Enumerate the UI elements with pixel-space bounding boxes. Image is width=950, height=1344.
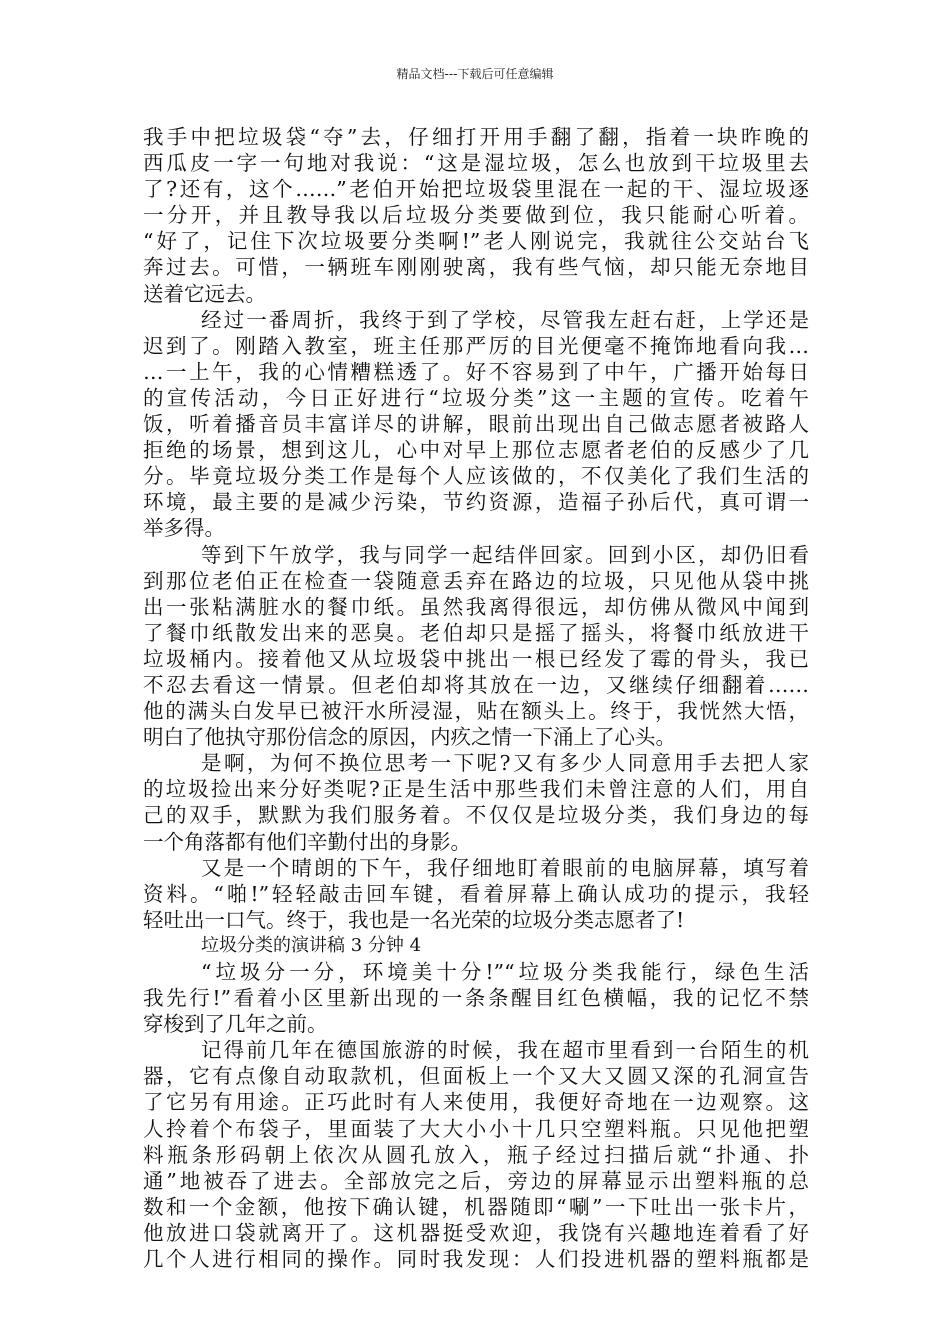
text-line: 了它另有用途。正巧此时有人来使用，我便好奇地在一边观察。这 bbox=[143, 1090, 809, 1115]
text-line: 轻吐出一口气。终于，我也是一名光荣的垃圾分类志愿者了! bbox=[143, 907, 685, 932]
text-line: 资料。“啪!”轻轻敲击回车键，看着屏幕上确认成功的提示，我轻 bbox=[143, 881, 809, 906]
text-line: 记得前几年在德国旅游的时候，我在超市里看到一台陌生的机 bbox=[201, 1038, 809, 1063]
text-line: 迟到了。刚踏入教室，班主任那严厉的目光便毫不掩饰地看向我… bbox=[143, 333, 809, 358]
text-line: 一分开，并且教导我以后垃圾分类要做到位，我只能耐心听着。 bbox=[143, 203, 809, 228]
text-line: 不忍去看这一情景。但老伯却将其放在一边，又继续仔细翻着…… bbox=[143, 672, 809, 697]
text-line: 器，它有点像自动取款机，但面板上一个又大又圆又深的孔洞宣告 bbox=[143, 1064, 809, 1089]
text-line: 送着它远去。 bbox=[143, 281, 266, 306]
text-line: “垃圾分一分，环境美十分!”“垃圾分类我能行，绿色生活 bbox=[201, 960, 809, 984]
text-line: 人拎着个布袋子，里面装了大大小小十几只空塑料瓶。只见他把塑 bbox=[143, 1116, 809, 1141]
text-line: 的垃圾捡出来分好类呢?正是生活中那些我们未曾注意的人们，用自 bbox=[143, 777, 809, 802]
text-line: 几个人进行相同的操作。同时我发现：人们投进机器的塑料瓶都是 bbox=[143, 1247, 809, 1272]
text-line: 是啊，为何不换位思考一下呢?又有多少人同意用手去把人家 bbox=[201, 751, 809, 776]
text-line: 西瓜皮一字一句地对我说：“这是湿垃圾，怎么也放到干垃圾里去 bbox=[143, 151, 809, 176]
text-line: 通”地被吞了进去。全部放完之后，旁边的屏幕显示出塑料瓶的总 bbox=[143, 1168, 809, 1193]
text-line: 一个角落都有他们辛勤付出的身影。 bbox=[143, 829, 471, 854]
text-line: 己的双手，默默为我们服务着。不仅仅是垃圾分类，我们身边的每 bbox=[143, 803, 809, 828]
document-body bbox=[143, 124, 809, 1272]
text-line: 又是一个晴朗的下午，我仔细地盯着眼前的电脑屏幕，填写着 bbox=[201, 855, 809, 880]
text-line: 的宣传活动，今日正好进行“垃圾分类”这一主题的宣传。吃着午 bbox=[143, 385, 809, 410]
text-line: 经过一番周折，我终于到了学校，尽管我左赶右赶，上学还是 bbox=[201, 307, 809, 332]
page-header: 精品文档---下载后可任意编辑 bbox=[396, 67, 554, 81]
text-line: 数和一个金额，他按下确认键，机器随即“唰”一下吐出一张卡片， bbox=[143, 1194, 809, 1219]
text-line: 穿梭到了几年之前。 bbox=[143, 1012, 328, 1037]
text-line: 料瓶条形码朝上依次从圆孔放入，瓶子经过扫描后就“扑通、扑 bbox=[143, 1142, 809, 1167]
text-line: 拒绝的场景，想到这儿，心中对早上那位志愿者老伯的反感少了几 bbox=[143, 438, 809, 463]
text-line: 他的满头白发早已被汗水所浸湿，贴在额头上。终于，我恍然大悟， bbox=[143, 699, 809, 724]
text-line: 了餐巾纸散发出来的恶臭。老伯却只是摇了摇头，将餐巾纸放进干 bbox=[143, 620, 809, 645]
text-line: 我先行!”看着小区里新出现的一条条醒目红色横幅，我的记忆不禁 bbox=[143, 986, 809, 1011]
section-heading: 垃圾分类的演讲稿 3 分钟 4 bbox=[201, 934, 422, 956]
text-line: 饭，听着播音员丰富详尽的讲解，眼前出现出自己做志愿者被路人 bbox=[143, 412, 809, 437]
text-line: “好了，记住下次垃圾要分类啊!”老人刚说完，我就往公交站台飞 bbox=[143, 229, 809, 254]
text-line: 等到下午放学，我与同学一起结伴回家。回到小区，却仍旧看 bbox=[201, 542, 809, 567]
text-line: 奔过去。可惜，一辆班车刚刚驶离，我有些气恼，却只能无奈地目 bbox=[143, 255, 809, 280]
text-line: 出一张粘满脏水的餐巾纸。虽然我离得很远，却仿佛从微风中闻到 bbox=[143, 594, 809, 619]
text-line: 分。毕竟垃圾分类工作是每个人应该做的，不仅美化了我们生活的 bbox=[143, 464, 809, 489]
text-line: 垃圾桶内。接着他又从垃圾袋中挑出一根已经发了霉的骨头，我已 bbox=[143, 646, 809, 671]
text-line: …一上午，我的心情糟糕透了。好不容易到了中午，广播开始每日 bbox=[143, 359, 809, 384]
text-line: 了?还有，这个……”老伯开始把垃圾袋里混在一起的干、湿垃圾逐 bbox=[143, 177, 809, 202]
text-line: 他放进口袋就离开了。这机器挺受欢迎，我饶有兴趣地连着看了好 bbox=[143, 1220, 809, 1245]
text-line: 明白了他执守那份信念的原因，内疚之情一下涌上了心头。 bbox=[143, 725, 676, 750]
text-line: 我手中把垃圾袋“夺”去，仔细打开用手翻了翻，指着一块昨晚的 bbox=[143, 125, 809, 149]
text-line: 到那位老伯正在检查一袋随意丢弃在路边的垃圾，只见他从袋中挑 bbox=[143, 568, 809, 593]
text-line: 环境，最主要的是减少污染，节约资源，造福子孙后代，真可谓一 bbox=[143, 490, 809, 515]
text-line: 举多得。 bbox=[143, 516, 225, 541]
